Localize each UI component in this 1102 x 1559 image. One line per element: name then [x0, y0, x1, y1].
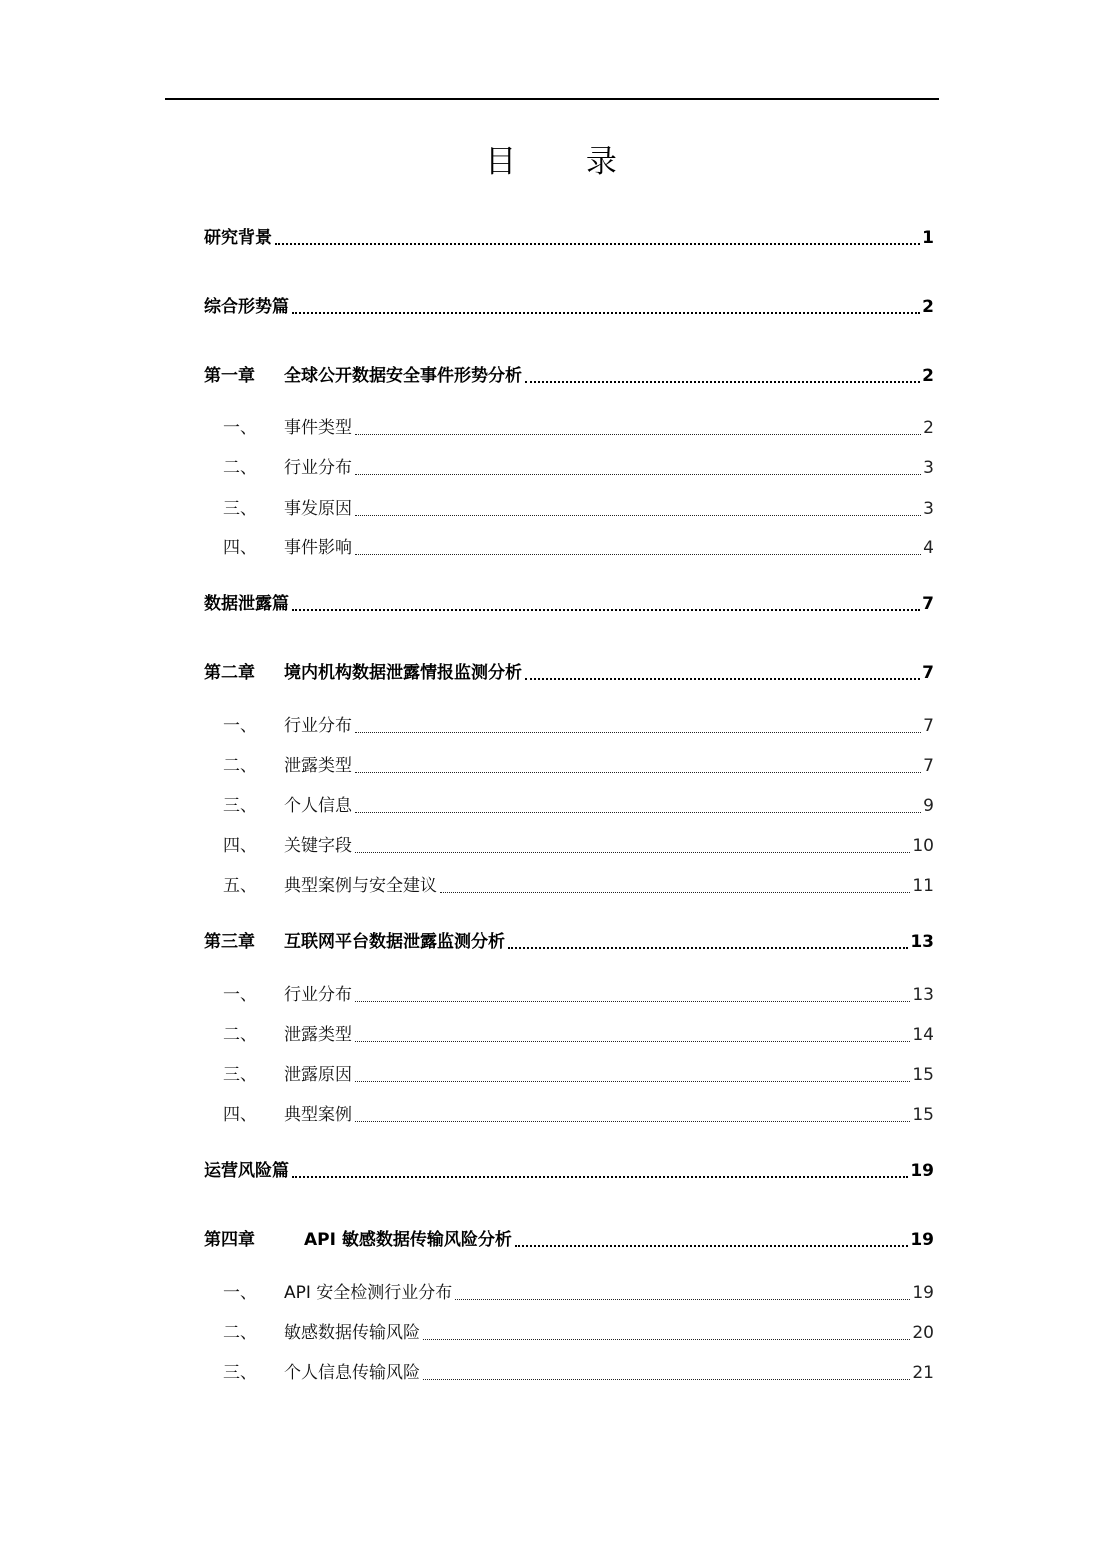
toc-entry-sub[interactable]: [223, 453, 934, 479]
dot-leader: [355, 1081, 910, 1082]
toc-page-number: 7: [923, 716, 934, 736]
toc-entry-label: 个人信息: [284, 796, 352, 816]
toc-entry-sub[interactable]: [223, 413, 934, 439]
toc-entry-sub[interactable]: [223, 1100, 934, 1126]
toc-entry-sub[interactable]: [223, 533, 934, 559]
toc-item-number: 二、: [223, 1025, 257, 1045]
toc-item-number: 二、: [223, 1323, 257, 1343]
toc-item-number: 一、: [223, 716, 257, 736]
toc-entry-label: 境内机构数据泄露情报监测分析: [284, 663, 522, 683]
toc-item-number: 三、: [223, 796, 257, 816]
toc-entry-sub[interactable]: [223, 831, 934, 857]
toc-entry-sub[interactable]: [223, 1318, 934, 1344]
toc-page-number: 7: [923, 756, 934, 776]
toc-entry-label: 行业分布: [284, 458, 352, 478]
toc-page-number: 3: [923, 499, 934, 519]
dot-leader: [292, 1176, 908, 1178]
dot-leader: [355, 732, 921, 733]
toc-page-number: 13: [910, 932, 934, 952]
toc-item-number: 三、: [223, 1065, 257, 1085]
dot-leader: [292, 312, 920, 314]
dot-leader: [355, 554, 921, 555]
toc-entry-label: 泄露原因: [284, 1065, 352, 1085]
toc-entry-label: 行业分布: [284, 985, 352, 1005]
toc-entry-sub[interactable]: [223, 871, 934, 897]
toc-entry-label: 运营风险篇: [204, 1161, 289, 1181]
dot-leader: [515, 1245, 908, 1247]
dot-leader: [355, 1121, 910, 1122]
toc-page-number: 21: [912, 1363, 934, 1383]
dot-leader: [355, 515, 921, 516]
toc-page-number: 1: [922, 228, 934, 248]
toc-item-number: 二、: [223, 756, 257, 776]
toc-page-number: 19: [910, 1230, 934, 1250]
toc-entry-section[interactable]: [204, 292, 934, 318]
toc-entry-label: 综合形势篇: [204, 297, 289, 317]
toc-entry-chapter[interactable]: [204, 1225, 934, 1251]
toc-entry-label: 典型案例: [284, 1105, 352, 1125]
toc-entry-section[interactable]: [204, 223, 934, 249]
toc-item-number: 五、: [223, 876, 257, 896]
toc-item-number: 二、: [223, 458, 257, 478]
toc-entry-sub[interactable]: [223, 791, 934, 817]
dot-leader: [508, 947, 908, 949]
dot-leader: [292, 609, 920, 611]
toc-entry-label: 行业分布: [284, 716, 352, 736]
toc-entry-label: 泄露类型: [284, 1025, 352, 1045]
toc-item-number: 三、: [223, 499, 257, 519]
toc-entry-chapter[interactable]: [204, 361, 934, 387]
dot-leader: [355, 434, 921, 435]
toc-entry-label: 个人信息传输风险: [284, 1363, 420, 1383]
toc-page-number: 11: [912, 876, 934, 896]
dot-leader: [355, 812, 921, 813]
toc-entry-sub[interactable]: [223, 1358, 934, 1384]
toc-entry-section[interactable]: [204, 1156, 934, 1182]
toc-entry-chapter[interactable]: [204, 658, 934, 684]
toc-page-number: 7: [922, 663, 934, 683]
toc-entry-label: 关键字段: [284, 836, 352, 856]
toc-entry-label: 事件类型: [284, 418, 352, 438]
dot-leader: [355, 1041, 910, 1042]
toc-entry-label: 互联网平台数据泄露监测分析: [284, 932, 505, 952]
dot-leader: [423, 1339, 910, 1340]
chapter-number: 第二章: [204, 663, 255, 683]
toc-item-number: 一、: [223, 985, 257, 1005]
toc-page-number: 13: [912, 985, 934, 1005]
toc-entry-sub[interactable]: [223, 751, 934, 777]
dot-leader: [355, 474, 921, 475]
dot-leader: [423, 1379, 910, 1380]
toc-entry-label: 数据泄露篇: [204, 594, 289, 614]
toc-entry-sub[interactable]: [223, 494, 934, 520]
toc-entry-label: 研究背景: [204, 228, 272, 248]
toc-entry-sub[interactable]: [223, 711, 934, 737]
toc-entry-label: 泄露类型: [284, 756, 352, 776]
toc-entry-label: API 敏感数据传输风险分析: [304, 1230, 512, 1250]
chapter-number: 第四章: [204, 1230, 255, 1250]
toc-item-number: 四、: [223, 538, 257, 558]
toc-page-number: 3: [923, 458, 934, 478]
toc-page-number: 15: [912, 1065, 934, 1085]
toc-page-number: 2: [923, 418, 934, 438]
toc-item-number: 三、: [223, 1363, 257, 1383]
dot-leader: [525, 678, 920, 680]
toc-entry-label: 典型案例与安全建议: [284, 876, 437, 896]
toc-page-number: 19: [912, 1283, 934, 1303]
toc-page-number: 2: [922, 297, 934, 317]
toc-entry-sub[interactable]: [223, 980, 934, 1006]
toc-page-number: 14: [912, 1025, 934, 1045]
dot-leader: [275, 243, 920, 245]
toc-entry-sub[interactable]: [223, 1060, 934, 1086]
toc-entry-sub[interactable]: [223, 1278, 934, 1304]
page-title: 目 录: [485, 144, 647, 180]
toc-page-number: 15: [912, 1105, 934, 1125]
toc-page-number: 20: [912, 1323, 934, 1343]
dot-leader: [355, 772, 921, 773]
toc-page-number: 2: [922, 366, 934, 386]
toc-item-number: 四、: [223, 1105, 257, 1125]
toc-item-number: 一、: [223, 1283, 257, 1303]
toc-item-number: 四、: [223, 836, 257, 856]
toc-entry-section[interactable]: [204, 589, 934, 615]
toc-entry-label: 敏感数据传输风险: [284, 1323, 420, 1343]
toc-entry-label: 事件影响: [284, 538, 352, 558]
toc-page-number: 19: [910, 1161, 934, 1181]
dot-leader: [355, 852, 910, 853]
toc-entry-label: 事发原因: [284, 499, 352, 519]
toc-page-number: 7: [922, 594, 934, 614]
dot-leader: [525, 381, 920, 383]
toc-page-number: 9: [923, 796, 934, 816]
chapter-number: 第三章: [204, 932, 255, 952]
toc-item-number: 一、: [223, 418, 257, 438]
chapter-number: 第一章: [204, 366, 255, 386]
toc-entry-label: API 安全检测行业分布: [284, 1283, 453, 1303]
dot-leader: [355, 1001, 910, 1002]
dot-leader: [455, 1299, 910, 1300]
dot-leader: [440, 892, 910, 893]
toc-entry-label: 全球公开数据安全事件形势分析: [284, 366, 522, 386]
toc-page-number: 4: [923, 538, 934, 558]
toc-page-number: 10: [912, 836, 934, 856]
toc-entry-chapter[interactable]: [204, 927, 934, 953]
toc-entry-sub[interactable]: [223, 1020, 934, 1046]
